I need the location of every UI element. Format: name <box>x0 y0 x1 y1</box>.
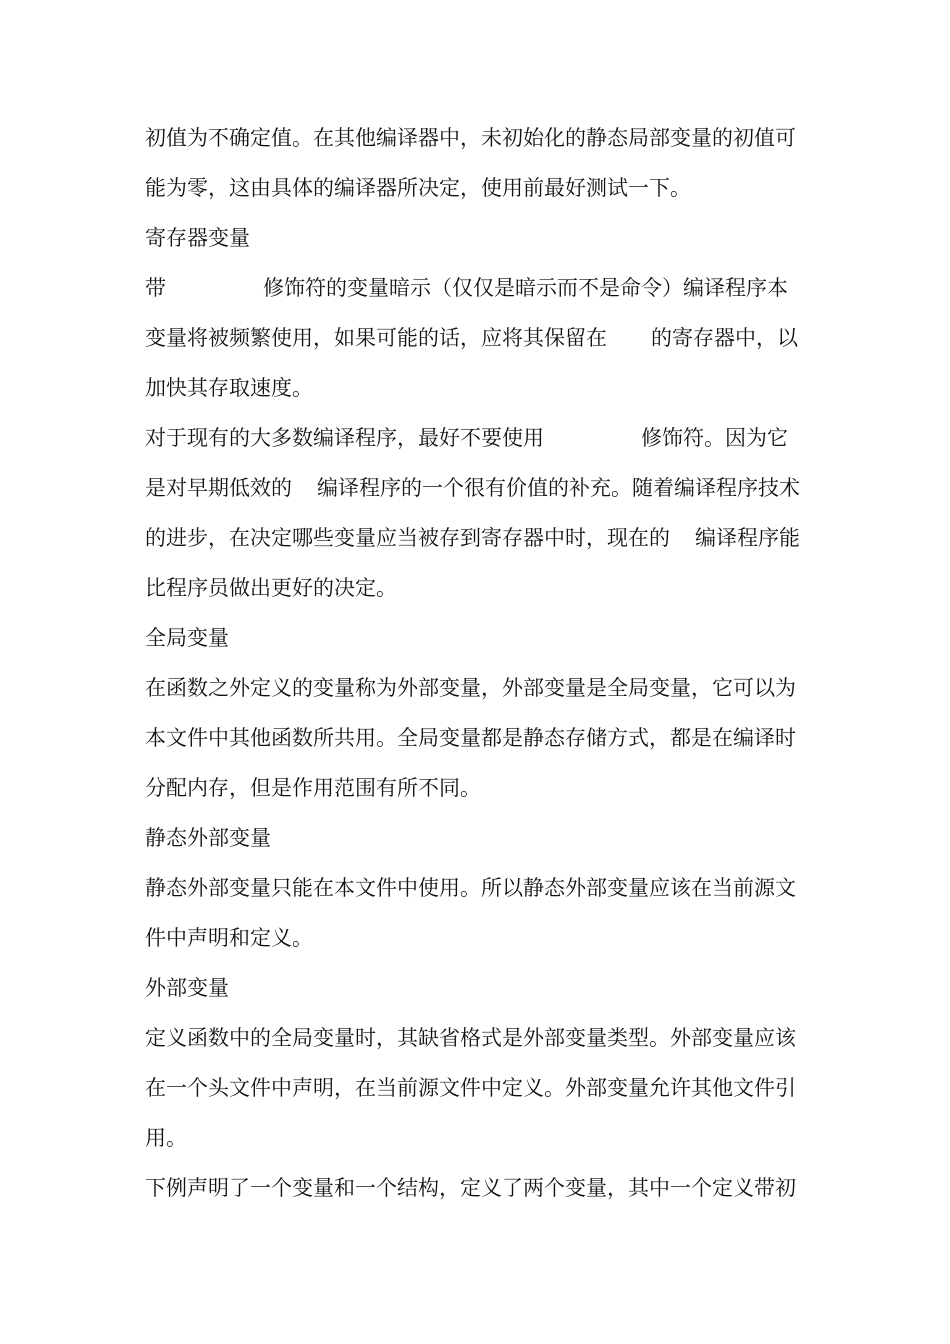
section-heading: 寄存器变量 <box>145 226 250 250</box>
paragraph-line: 初值为不确定值。在其他编译器中，未初始化的静态局部变量的初值可 <box>145 126 796 150</box>
section-heading: 全局变量 <box>145 626 229 650</box>
paragraph-line: 静态外部变量只能在本文件中使用。所以静态外部变量应该在当前源文 <box>145 876 796 900</box>
paragraph-line: 是对早期低效的 编译程序的一个很有价值的补充。随着编译程序技术 <box>145 476 800 500</box>
paragraph-line: 对于现有的大多数编译程序，最好不要使用 修饰符。因为它 <box>145 426 788 450</box>
section-heading: 外部变量 <box>145 976 229 1000</box>
paragraph-line: 分配内存，但是作用范围有所不同。 <box>145 776 481 800</box>
paragraph-line: 在一个头文件中声明，在当前源文件中定义。外部变量允许其他文件引 <box>145 1076 796 1100</box>
paragraph-line: 本文件中其他函数所共用。全局变量都是静态存储方式，都是在编译时 <box>145 726 796 750</box>
paragraph-line: 比程序员做出更好的决定。 <box>145 576 397 600</box>
paragraph-line: 的进步，在决定哪些变量应当被存到寄存器中时，现在的 编译程序能 <box>145 526 800 550</box>
paragraph-line: 件中声明和定义。 <box>145 926 313 950</box>
paragraph-line: 在函数之外定义的变量称为外部变量，外部变量是全局变量，它可以为 <box>145 676 796 700</box>
paragraph-line: 加快其存取速度。 <box>145 376 313 400</box>
paragraph-line: 用。 <box>145 1126 187 1150</box>
paragraph-line: 带 修饰符的变量暗示（仅仅是暗示而不是命令）编译程序本 <box>145 276 788 300</box>
paragraph-line: 定义函数中的全局变量时，其缺省格式是外部变量类型。外部变量应该 <box>145 1026 796 1050</box>
paragraph-line: 下例声明了一个变量和一个结构，定义了两个变量，其中一个定义带初 <box>145 1176 796 1200</box>
section-heading: 静态外部变量 <box>145 826 271 850</box>
paragraph-line: 变量将被频繁使用，如果可能的话，应将其保留在 的寄存器中，以 <box>145 326 798 350</box>
paragraph-line: 能为零，这由具体的编译器所决定，使用前最好测试一下。 <box>145 176 691 200</box>
